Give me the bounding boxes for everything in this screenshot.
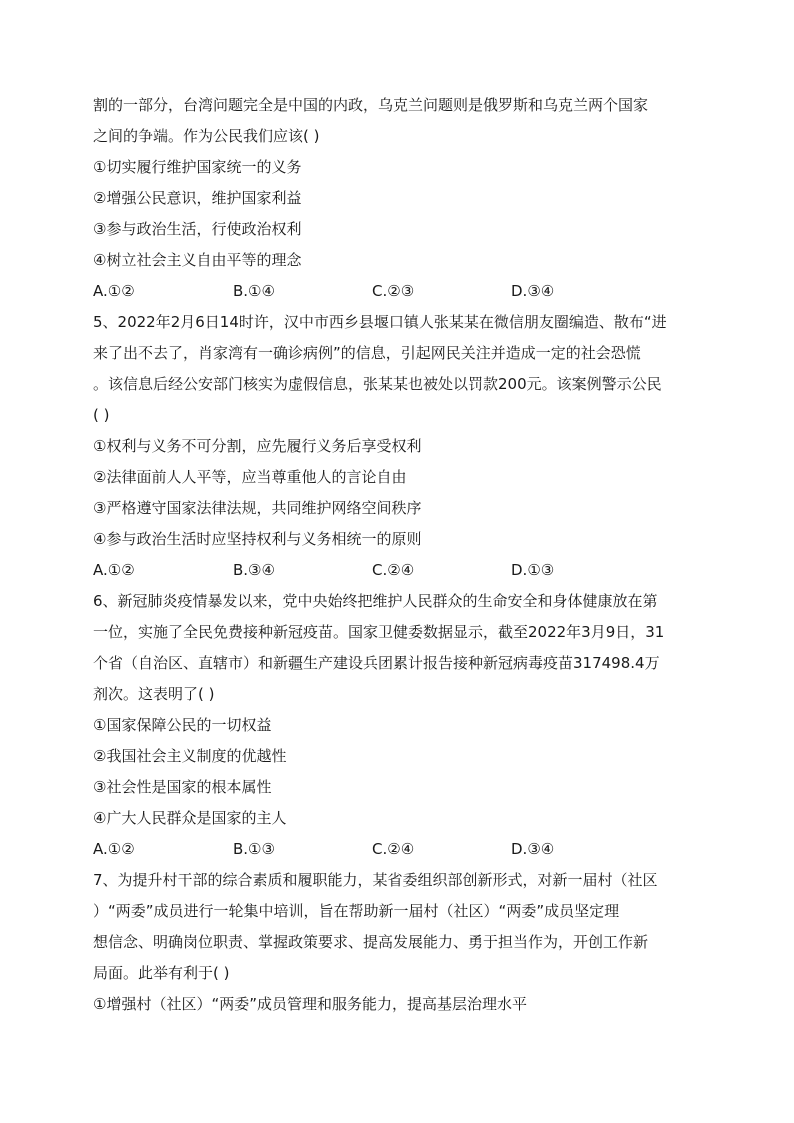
answer-options [93,555,709,586]
option-b: B.①④ [233,282,275,300]
question-7 [93,865,709,1020]
answer-options [93,276,709,307]
option-d: D.③④ [511,282,555,300]
question-text-line: ）“两委”成员进行一轮集中培训，旨在帮助新一届村（社区）“两委”成员坚定理 [93,902,620,920]
answer-options [93,834,709,865]
option-b: B.③④ [233,561,275,579]
question-text-line: 之间的争端。作为公民我们应该( ) [93,127,320,145]
question-text-line: 。该信息后经公安部门核实为虚假信息，张某某也被处以罚款200元。该案例警示公民 [93,375,662,393]
choice-item: ①国家保障公民的一切权益 [93,716,272,734]
option-b: B.①③ [233,840,275,858]
question-text-line: 割的一部分，台湾问题完全是中国的内政，乌克兰问题则是俄罗斯和乌克兰两个国家 [93,96,649,114]
option-a: A.①② [93,840,135,858]
question-text-line: ( ) [93,406,110,424]
question-text-line: 来了出不去了，肖家湾有一确诊病例”的信息，引起网民关注并造成一定的社会恐慌 [93,344,641,362]
option-d: D.①③ [511,561,555,579]
option-a: A.①② [93,282,135,300]
option-c: C.②③ [372,282,415,300]
choice-item: ③严格遵守国家法律法规，共同维护网络空间秩序 [93,499,422,517]
choice-item: ①权利与义务不可分割，应先履行义务后享受权利 [93,437,422,455]
question-6 [93,586,709,865]
choice-item: ②法律面前人人平等，应当尊重他人的言论自由 [93,468,407,486]
choice-item: ③参与政治生活，行使政治权利 [93,220,302,238]
choice-item: ④树立社会主义自由平等的理念 [93,251,302,269]
question-5 [93,307,709,586]
question-text-line: 局面。此举有利于( ) [93,964,230,982]
page-content [93,90,709,1020]
choice-item: ①增强村（社区）“两委”成员管理和服务能力，提高基层治理水平 [93,995,527,1013]
choice-item: ④参与政治生活时应坚持权利与义务相统一的原则 [93,530,422,548]
question-text-line: 想信念、明确岗位职责、掌握政策要求、提高发展能力、勇于担当作为，开创工作新 [93,933,649,951]
question-text-line: 一位，实施了全民免费接种新冠疫苗。国家卫健委数据显示，截至2022年3月9日，31 [93,623,665,641]
question-4-continued [93,90,709,307]
choice-item: ①切实履行维护国家统一的义务 [93,158,302,176]
question-text-line: 个省（自治区、直辖市）和新疆生产建设兵团累计报告接种新冠病毒疫苗317498.4万 [93,654,660,672]
option-c: C.②④ [372,561,415,579]
option-d: D.③④ [511,840,555,858]
question-text-line: 6、新冠肺炎疫情暴发以来，党中央始终把维护人民群众的生命安全和身体健康放在第 [93,592,658,610]
option-a: A.①② [93,561,135,579]
choice-item: ②我国社会主义制度的优越性 [93,747,287,765]
choice-item: ②增强公民意识，维护国家利益 [93,189,302,207]
choice-item: ④广大人民群众是国家的主人 [93,809,287,827]
choice-item: ③社会性是国家的根本属性 [93,778,272,796]
question-text-line: 7、为提升村干部的综合素质和履职能力，某省委组织部创新形式，对新一届村（社区 [93,871,658,889]
option-c: C.②④ [372,840,415,858]
question-text-line: 剂次。这表明了( ) [93,685,215,703]
question-text-line: 5、2022年2月6日14时许，汉中市西乡县堰口镇人张某某在微信朋友圈编造、散布“进 [93,313,667,331]
